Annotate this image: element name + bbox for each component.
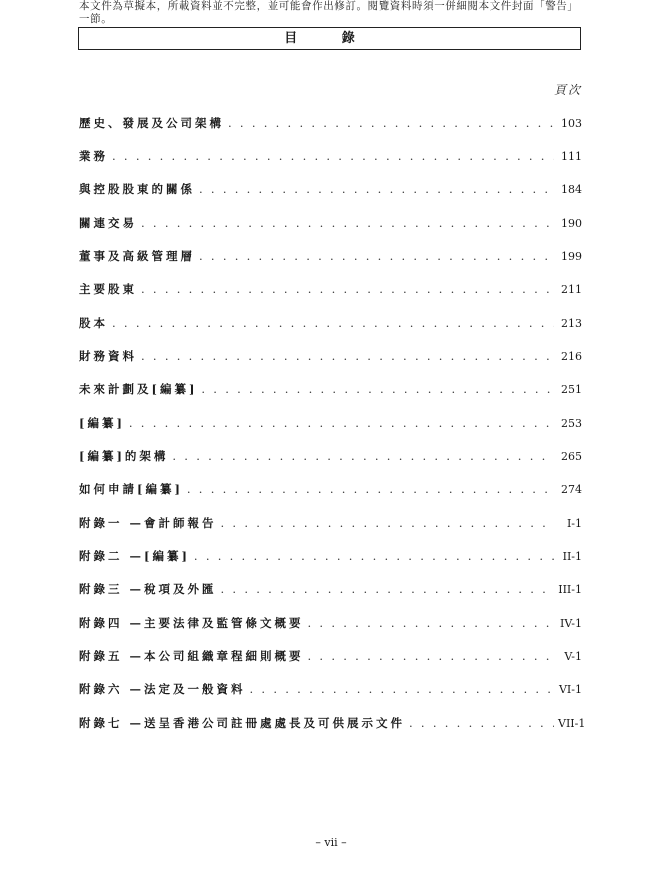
toc-entry-label: 業務: [79, 149, 108, 163]
toc-leader-dots: [221, 579, 554, 599]
appendix-label: 本公司組織章程細則概要: [144, 649, 304, 663]
page-column-header: 頁次: [553, 83, 582, 97]
toc-entry-connected-transactions[interactable]: [79, 213, 582, 233]
appendix-prefix: 附錄五 —: [79, 649, 145, 663]
appendix-prefix: 附錄三 —: [79, 582, 145, 596]
toc-entry-page: 111: [561, 150, 582, 163]
toc-entry-label: [編纂]: [79, 416, 125, 430]
toc-entry-page: 253: [561, 417, 582, 430]
toc-appendix-2[interactable]: [79, 546, 582, 566]
appendix-page: V-1: [564, 650, 582, 663]
appendix-label: 稅項及外匯: [144, 582, 217, 596]
toc-entry-redacted[interactable]: [79, 413, 582, 433]
toc-title: 目 錄: [78, 27, 581, 50]
toc-leader-dots: [250, 679, 554, 699]
toc-entry-label: 股本: [79, 316, 108, 330]
toc-leader-dots: [199, 179, 554, 199]
toc-leader-dots: [409, 713, 554, 733]
toc-leader-dots: [228, 113, 554, 133]
toc-entry-label: 關連交易: [79, 216, 137, 230]
toc-entry-page: 199: [561, 250, 582, 263]
toc-entry-controlling-shareholders[interactable]: [79, 179, 582, 199]
appendix-page: IV-1: [560, 617, 582, 630]
appendix-label: 主要法律及監管條文概要: [144, 616, 304, 630]
toc-leader-dots: [129, 413, 554, 433]
toc-entry-page: 251: [561, 383, 582, 396]
toc-leader-dots: [194, 546, 554, 566]
appendix-prefix: 附錄七 —: [79, 716, 145, 730]
toc-leader-dots: [187, 479, 554, 499]
toc-entry-how-to-apply[interactable]: [79, 479, 582, 499]
toc-appendix-4[interactable]: [79, 613, 582, 633]
toc-leader-dots: [112, 146, 554, 166]
appendix-page: II-1: [562, 550, 582, 563]
toc-leader-dots: [199, 246, 554, 266]
appendix-page: VII-1: [558, 717, 586, 730]
toc-leader-dots: [141, 213, 554, 233]
toc-entry-label: 董事及高級管理層: [79, 249, 195, 263]
toc-entry-label: 財務資料: [79, 349, 137, 363]
toc-entry-label: 主要股東: [79, 282, 137, 296]
toc-leader-dots: [308, 646, 554, 666]
toc-entry-future-plans[interactable]: [79, 379, 582, 399]
toc-appendix-6[interactable]: [79, 679, 582, 699]
toc-entry-business[interactable]: [79, 146, 582, 166]
toc-leader-dots: [141, 346, 554, 366]
appendix-label: 法定及一般資料: [144, 682, 246, 696]
toc-leader-dots: [201, 379, 554, 399]
toc-entry-page: 103: [561, 117, 582, 130]
draft-disclaimer: 本文件為草擬本，所載資料並不完整，並可能會作出修訂。閱覽資料時須一併細閱本文件封面「警告」一節。: [79, 0, 579, 25]
toc-entry-label: 歷史、發展及公司架構: [79, 116, 224, 130]
toc-leader-dots: [141, 279, 554, 299]
toc-entry-page: 211: [561, 283, 582, 296]
toc-entry-page: 216: [561, 350, 582, 363]
toc-entry-share-capital[interactable]: [79, 313, 582, 333]
appendix-prefix: 附錄四 —: [79, 616, 145, 630]
appendix-label: [編纂]: [144, 549, 190, 563]
toc-entry-structure[interactable]: [79, 446, 582, 466]
appendix-page: III-1: [558, 583, 582, 596]
appendix-page: VI-1: [558, 683, 582, 696]
toc-leader-dots: [112, 313, 554, 333]
appendix-prefix: 附錄一 —: [79, 516, 145, 530]
appendix-label: 送呈香港公司註冊處處長及可供展示文件: [144, 716, 406, 730]
toc-appendix-1[interactable]: [79, 513, 582, 533]
toc-entry-history[interactable]: [79, 113, 582, 133]
toc-entry-label: 未來計劃及[編纂]: [79, 382, 198, 396]
toc-entry-page: 274: [561, 483, 582, 496]
toc-entry-label: 與控股股東的關係: [79, 182, 195, 196]
toc-entry-page: 213: [561, 317, 582, 330]
toc-entry-financial-information[interactable]: [79, 346, 582, 366]
toc-leader-dots: [221, 513, 554, 533]
toc-entry-substantial-shareholders[interactable]: [79, 279, 582, 299]
toc-entry-page: 190: [561, 217, 582, 230]
toc-entry-page: 265: [561, 450, 582, 463]
toc-leader-dots: [308, 613, 554, 633]
toc-appendix-3[interactable]: [79, 579, 582, 599]
page-number-footer: – vii –: [315, 836, 347, 849]
appendix-prefix: 附錄六 —: [79, 682, 145, 696]
toc-leader-dots: [172, 446, 554, 466]
appendix-prefix: 附錄二 —: [79, 549, 145, 563]
toc-entry-directors[interactable]: [79, 246, 582, 266]
toc-appendix-5[interactable]: [79, 646, 582, 666]
toc-entry-label: [編纂]的架構: [79, 449, 169, 463]
toc-entry-page: 184: [561, 183, 582, 196]
appendix-label: 會計師報告: [144, 516, 217, 530]
appendix-page: I-1: [566, 517, 582, 530]
toc-appendix-7[interactable]: [79, 713, 586, 733]
toc-entry-label: 如何申請[編纂]: [79, 482, 183, 496]
